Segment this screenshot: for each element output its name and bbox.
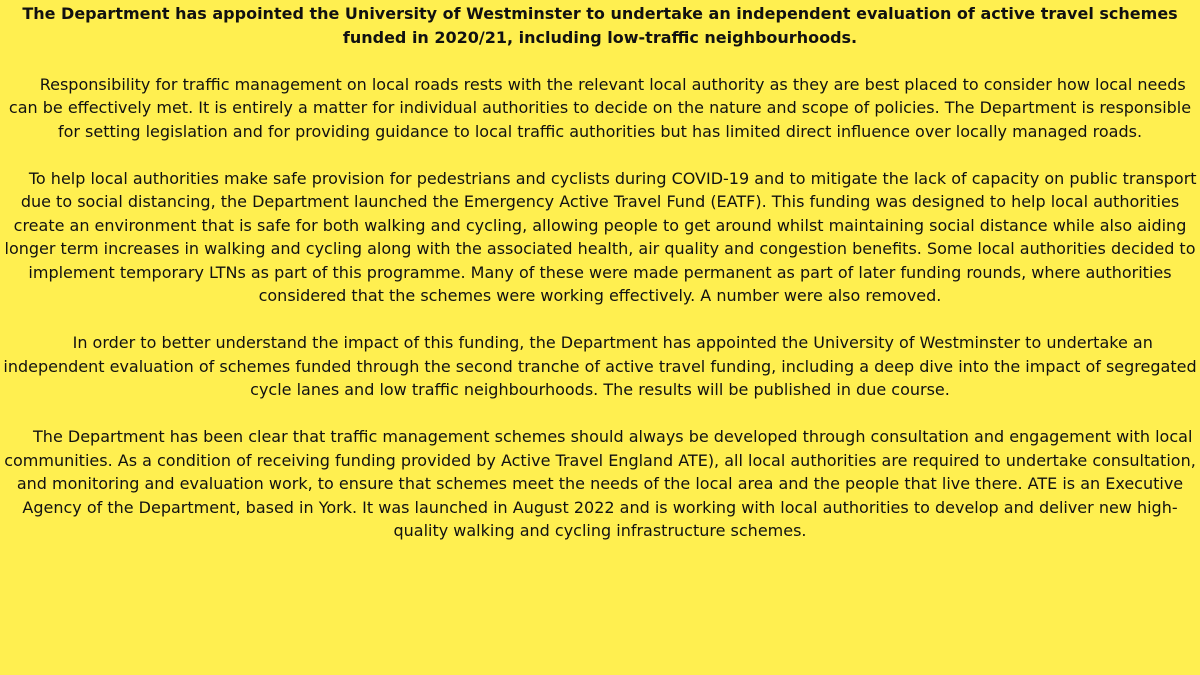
paragraph-spacer — [0, 308, 1200, 332]
paragraph-evaluation: In order to better understand the impact of this funding, the Department has appointed the University of Westminster to undertake an independent evaluation of schemes funded through the second tranche of active travel funding, including a deep dive into the impact of segregated cycle lanes and low traffic neighbourhoods. The results will be published in due course. — [3, 333, 1197, 399]
paragraph-spacer — [0, 402, 1200, 426]
paragraph-responsibility: Responsibility for traffic management on local roads rests with the relevant local authority as they are best placed to consider how local needs can be effectively met. It is entirely a matter for individual authorities to decide on the nature and scope of policies. The Department is responsible for setting legislation and for providing guidance to local traffic authorities but has limited direct influence over locally managed roads. — [8, 74, 1192, 141]
document-heading: The Department has appointed the University of Westminster to undertake an independent evaluation of active travel schemes funded in 2020/21, including low-traffic neighbourhoods. — [22, 4, 1178, 47]
paragraph-consultation: The Department has been clear that traffic management schemes should always be developed through consultation and engagement with local communities. As a condition of receiving funding provided by Active Travel England ATE), all local authorities are required to undertake consultation, and monitoring and evaluation work, to ensure that schemes meet the needs of the local area and the people that live there. ATE is an Executive Agency of the Department, based in York. It was launched in August 2022 and is working with local authorities to develop and deliver new high-quality walking and cycling infrastructure schemes. — [4, 427, 1196, 540]
paragraph-eatf: To help local authorities make safe provision for pedestrians and cyclists during COVID-19 and to mitigate the lack of capacity on public transport due to social distancing, the Department launched the Emergency Active Travel Fund (EATF). This funding was designed to help local authorities create an environment that is safe for both walking and cycling, allowing people to get around whilst maintaining social distance while also aiding longer term increases in walking and cycling along with the associated health, air quality and congestion benefits. Some local authorities decided to implement temporary LTNs as part of this programme. Many of these were made permanent as part of later funding rounds, where authorities considered that the schemes were working effectively. A number were also removed. — [4, 168, 1197, 305]
paragraph-spacer — [0, 49, 1200, 73]
paragraph-spacer — [0, 143, 1200, 167]
